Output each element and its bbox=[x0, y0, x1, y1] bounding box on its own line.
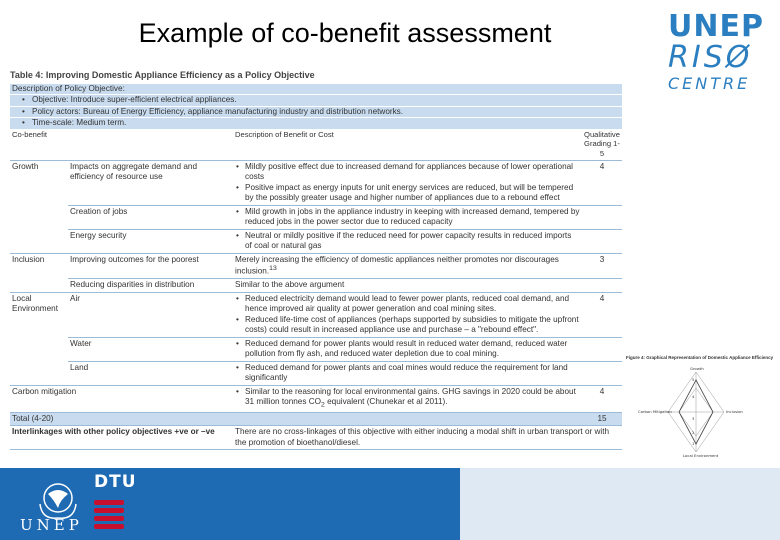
sub-label: Energy security bbox=[68, 229, 233, 253]
scale-tick: 4 bbox=[692, 394, 695, 399]
axis-label-local-environment: Local Environment bbox=[683, 453, 719, 458]
table-row bbox=[10, 253, 622, 279]
list-item: • Positive impact as energy inputs for unit energy services are reduced, but will be tempered by the possibly greater usage and higher number of appliances due to a rebound effect bbox=[235, 183, 580, 204]
carbon-text-2: equivalent (Chunekar et al 2011). bbox=[324, 397, 448, 407]
description-cell: Similar to the above argument bbox=[233, 279, 582, 293]
dtu-logo-icon bbox=[92, 472, 130, 536]
grade-growth: 4 bbox=[582, 160, 622, 205]
slide-title: Example of co-benefit assessment bbox=[138, 18, 552, 48]
footer-light-panel bbox=[460, 468, 780, 540]
table-row bbox=[10, 385, 622, 412]
description-cell bbox=[233, 160, 582, 205]
axis-label-inclusion: Inclusion bbox=[726, 409, 743, 414]
grade-inclusion: 3 bbox=[582, 253, 622, 279]
list-item: • Reduced demand for power plants would result in reduced water demand, reduced water pollution from fly ash, and reduced water depletion due to coal mining. bbox=[235, 339, 580, 360]
footer-dtu-text: DTU bbox=[94, 472, 137, 492]
table-row bbox=[10, 361, 622, 385]
description-item: • Time-scale: Medium term. bbox=[10, 117, 622, 129]
list-item: • Neutral or mildly positive if the reduced need for power capacity results in reduced imports of coal or natural gas bbox=[235, 231, 580, 252]
unep-riso-logo bbox=[668, 9, 768, 93]
list-item bbox=[235, 387, 580, 411]
description-cell bbox=[233, 385, 582, 412]
description-item: • Objective: Introduce super-efficient electrical appliances. bbox=[10, 94, 622, 106]
header-cobenefit: Co-benefit bbox=[10, 129, 233, 161]
policy-description-band bbox=[10, 84, 622, 129]
table-title: Table 4: Improving Domestic Appliance Efficiency as a Policy Objective bbox=[10, 70, 315, 80]
description-cell bbox=[233, 205, 582, 229]
description-cell bbox=[233, 253, 582, 279]
table-row bbox=[10, 229, 622, 253]
table-row bbox=[10, 205, 622, 229]
description-cell bbox=[233, 229, 582, 253]
axis-label-carbon-mitigation: Carbon Mitigation bbox=[638, 409, 672, 414]
table-row bbox=[10, 292, 622, 337]
interlinkages-text: There are no cross-linkages of this objective with either inducing a modal shift in urban transport or with the promotion of bioethanol/diesel. bbox=[233, 426, 622, 450]
carbon-text-1: Similar to the reasoning for local environmental gains. GHG savings in 2020 could be about 31 million tonnes CO bbox=[245, 386, 576, 407]
sub-label: Land bbox=[68, 361, 233, 385]
cobenefit-table bbox=[10, 129, 622, 451]
footnote-mark: 13 bbox=[269, 265, 277, 273]
total-value: 15 bbox=[582, 412, 622, 426]
sub-label: Impacts on aggregate demand and efficiency of resource use bbox=[68, 160, 233, 205]
carbon-subscript: 2 bbox=[321, 402, 325, 410]
description-cell bbox=[233, 361, 582, 385]
list-item: • Mildly positive effect due to increased demand for appliances because of lower operational costs bbox=[235, 162, 580, 183]
scale-tick: 5 bbox=[692, 377, 695, 382]
description-cell bbox=[233, 337, 582, 361]
scale-tick: 3 bbox=[692, 416, 695, 421]
row-label-inclusion: Inclusion bbox=[10, 253, 68, 292]
table-row bbox=[10, 160, 622, 205]
description-item: • Policy actors: Bureau of Energy Efficiency, appliance manufacturing industry and distribution networks. bbox=[10, 106, 622, 118]
logo-line-riso: RISØ bbox=[668, 40, 753, 75]
logo-line-unep: UNEP bbox=[668, 9, 764, 44]
header-description: Description of Benefit or Cost bbox=[233, 129, 582, 161]
sub-label: Air bbox=[68, 292, 233, 337]
list-item: • Reduced demand for power plants and coal mines would reduce the requirement for land significantly bbox=[235, 363, 580, 384]
sub-label: Reducing disparities in distribution bbox=[68, 279, 233, 293]
footer-bar bbox=[0, 468, 780, 540]
table-row bbox=[10, 337, 622, 361]
footer-unep-text: UNEP bbox=[20, 516, 83, 534]
grade-local-environment: 4 bbox=[582, 292, 622, 337]
list-item: • Reduced life-time cost of appliances (perhaps supported by subsidies to mitigate the upfront costs) could result in increased appliance use and purchase – a "rebound effect". bbox=[235, 315, 580, 336]
list-item: • Reduced electricity demand would lead to fewer power plants, reduced coal demand, and hence improved air quality at power generation and coal mining sites. bbox=[235, 294, 580, 315]
axis-label-growth: Growth bbox=[690, 366, 704, 371]
table-row-total bbox=[10, 412, 622, 426]
logo-line-centre: CENTRE bbox=[668, 74, 751, 93]
list-item: • Mild growth in jobs in the appliance industry in keeping with increased demand, tempered by reduced jobs in the power sector due to reduced capacity bbox=[235, 207, 580, 228]
description-cell bbox=[233, 292, 582, 337]
grade-carbon: 4 bbox=[582, 385, 622, 412]
inclusion-text: Merely increasing the efficiency of domestic appliances neither promotes nor discourages inclusion. bbox=[235, 254, 559, 276]
sub-label: Improving outcomes for the poorest bbox=[68, 253, 233, 279]
description-heading: Description of Policy Objective: bbox=[12, 83, 125, 93]
scale-tick: 1 bbox=[692, 441, 695, 446]
table-header-row bbox=[10, 129, 622, 161]
header-grading: Qualitative Grading 1-5 bbox=[582, 129, 622, 161]
sub-label: Creation of jobs bbox=[68, 205, 233, 229]
radar-figure bbox=[626, 355, 776, 465]
table-document bbox=[10, 70, 622, 465]
table-row bbox=[10, 279, 622, 293]
row-label-carbon-mitigation: Carbon mitigation bbox=[10, 385, 233, 412]
row-label-local-environment: Local Environment bbox=[10, 292, 68, 385]
footer-blue-panel bbox=[0, 468, 460, 540]
sub-label: Water bbox=[68, 337, 233, 361]
figure-caption: Figure 4: Graphical Representation of Domestic Appliance Efficiency bbox=[626, 355, 774, 360]
total-label: Total (4-20) bbox=[10, 412, 582, 426]
scale-tick: 2 bbox=[692, 430, 695, 435]
row-label-growth: Growth bbox=[10, 160, 68, 253]
radar-chart bbox=[626, 360, 776, 460]
table-row-interlinkages bbox=[10, 426, 622, 450]
interlinkages-label: Interlinkages with other policy objectives +ve or –ve bbox=[10, 426, 233, 450]
